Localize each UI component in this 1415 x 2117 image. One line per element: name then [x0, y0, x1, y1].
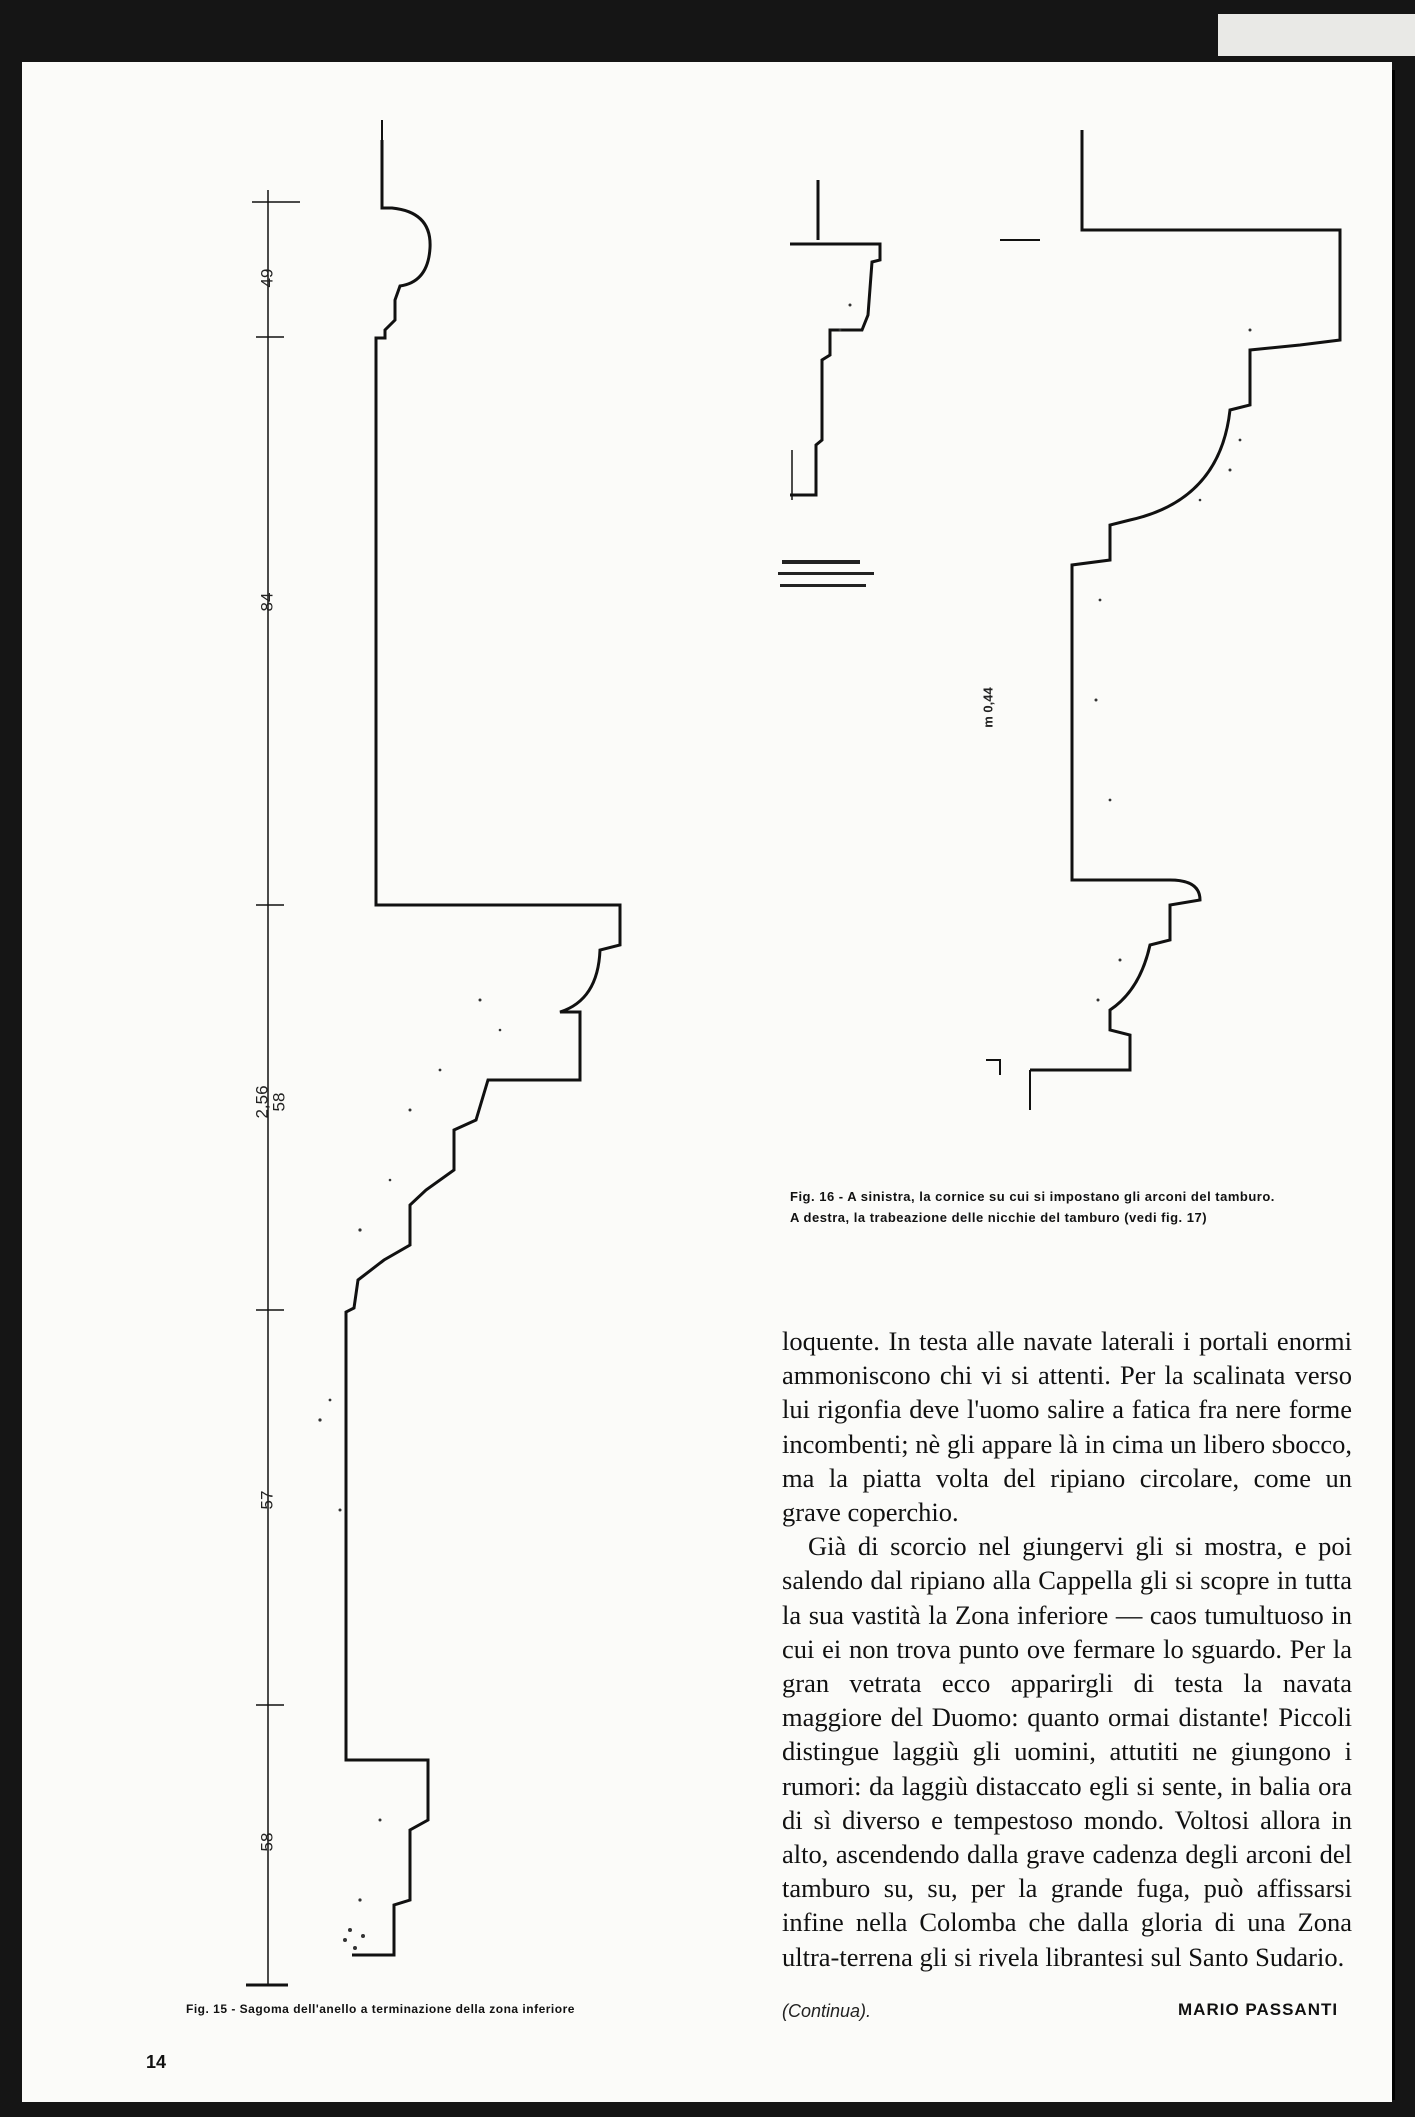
figure-16-caption-line1: Fig. 16 - A sinistra, la cornice su cui si impostano gli arconi del tamburo.: [790, 1189, 1275, 1204]
dimension-label-58b: 58: [257, 1832, 277, 1852]
continued-label: (Continua).: [782, 2001, 872, 2021]
figure-16-caption-line2: A destra, la trabeazione delle nicchie del tamburo (vedi fig. 17): [790, 1210, 1208, 1225]
dimension-label-57: 57: [257, 1490, 277, 1510]
article-body: [782, 1324, 1352, 1974]
dimension-label-49: 49: [257, 268, 277, 288]
article-paragraph: Già di scorcio nel giungervi gli si mostra, e poi salendo dal ripiano alla Cappella gli si scopre in tutta la sua vastità la Zona inferiore — caos tumultuoso in cui ei non trova punto ove fermare lo sguardo. Per la gran vetrata ecco apparirgli di testa la navata maggiore del Duomo: quanto ormai distante! Piccoli distingue laggiù gli uomini, attutiti ne giungono i rumori: da laggiù distaccato egli si sente, in balia ora di sì diverso e tempestoso mondo. Voltosi allora in alto, ascendendo dalla grave cadenza degli arconi del tamburo su, su, per la grande fuga, può affissarsi infine nella Colomba che dalla gloria di una Zona ultra-terrena gli si rivela librantesi sul Santo Sudario.: [782, 1531, 1352, 1972]
figure-15-profile: [246, 120, 620, 1985]
figure-16-left-profile: [790, 180, 880, 500]
figure-16-right-profile: [986, 130, 1340, 1110]
article-paragraph: loquente. In testa alle navate laterali i portali enormi ammoniscono chi vi si attenti. Per la scalinata verso lui rigonfia deve l'uomo salire a fatica fra nere forme incombenti; nè gli appare là in cima un libero sbocco, ma la piatta volta del ripiano circolare, come un grave coperchio.: [782, 1326, 1352, 1528]
author-name: MARIO PASSANTI: [1178, 2000, 1339, 2019]
figure-16-legend-scribble: [778, 560, 874, 587]
dimension-label-58a: 58: [269, 1092, 289, 1112]
figure-15-caption: Fig. 15 - Sagoma dell'anello a terminazione della zona inferiore: [186, 2002, 575, 2016]
figure-16-caption: [790, 1186, 1350, 1228]
page-number: 14: [146, 2052, 167, 2072]
dimension-label-2-56: 2,56: [252, 1085, 272, 1119]
figure-16-texture: [839, 304, 1252, 1002]
dimension-label-fig16: m 0,44: [980, 687, 996, 728]
dimension-label-84: 84: [257, 592, 277, 612]
